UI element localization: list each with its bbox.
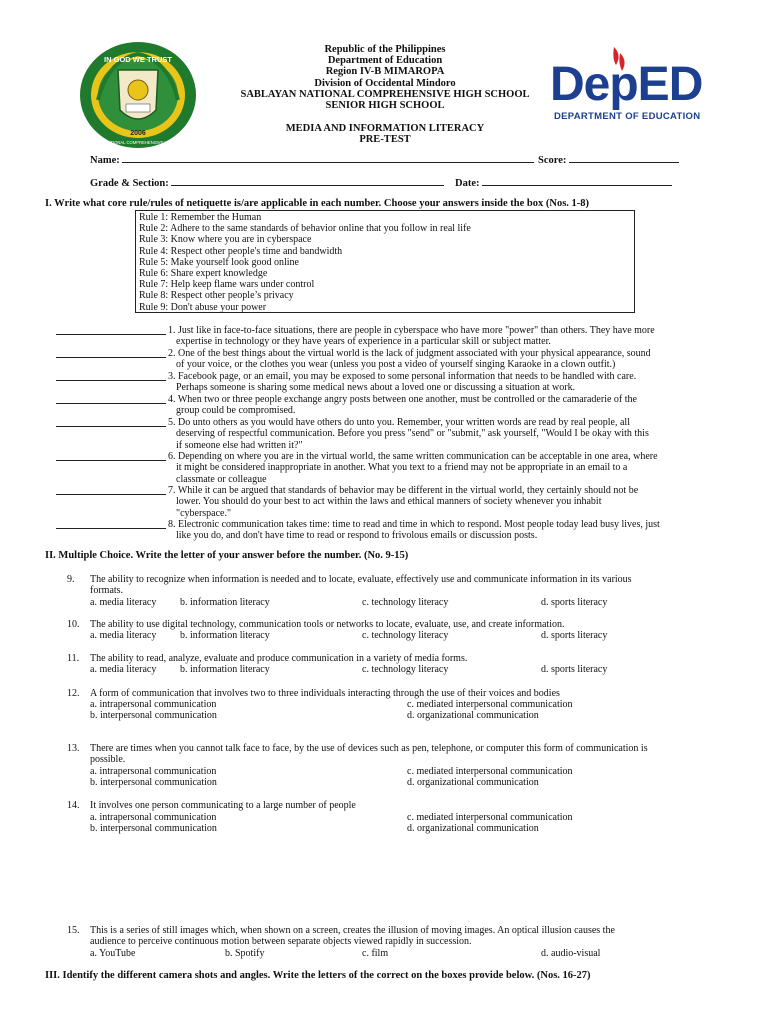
header-line: Department of Education <box>327 55 443 67</box>
option-d[interactable]: d. sports literacy <box>541 597 608 608</box>
netiquette-rules-box <box>135 210 635 313</box>
rule-item: Rule 1: Remember the Human <box>139 212 262 223</box>
date-label: Date: <box>455 178 480 189</box>
option-c[interactable]: c. technology literacy <box>362 664 449 675</box>
section3-instruction: III. Identify the different camera shots and angles. Write the letters of the correct on the boxes provide below. (Nos. 16-27) <box>45 970 591 981</box>
option-a[interactable]: a. media literacy <box>90 630 157 641</box>
answer-blank[interactable] <box>56 325 166 335</box>
option-a[interactable]: a. intrapersonal communication <box>90 699 217 710</box>
option-c[interactable]: c. mediated interpersonal communication <box>407 699 573 710</box>
answer-blank[interactable] <box>56 485 166 495</box>
subject-title: MEDIA AND INFORMATION LITERACY <box>285 123 485 135</box>
rule-item: Rule 9: Don't abuse your power <box>139 301 267 313</box>
rule-item: Rule 2: Adhere to the same standards of behavior online that you follow in real life <box>139 223 471 235</box>
answer-blank[interactable] <box>56 451 166 461</box>
option-c[interactable]: c. technology literacy <box>362 597 449 608</box>
deped-logo <box>550 45 720 125</box>
seal-ring-text: SABLAYAN NATIONAL COMPREHENSIVE HIGH SCHOOL <box>82 140 194 145</box>
score-label: Score: <box>538 155 567 166</box>
section1-instruction: I. Write what core rule/rules of netiquette is/are applicable in each number. Choose your answers inside the box (Nos. 1-8) <box>45 198 590 209</box>
option-a[interactable]: a. intrapersonal communication <box>90 766 217 777</box>
name-field <box>90 153 534 166</box>
section2-instruction: II. Multiple Choice. Write the letter of your answer before the number. (No. 9-15) <box>45 550 409 561</box>
question-12: 12. A form of communication that involves two to three individuals interacting through the use of their voices and bodies a. intrapersonal communication c. mediated interpersonal communication b. interpersonal communication d. organizational communication <box>67 688 573 721</box>
answer-blank[interactable] <box>56 519 166 529</box>
answer-blank[interactable] <box>56 394 166 404</box>
rule-item: Rule 5: Make yourself look good online <box>139 256 299 268</box>
header-line: Division of Occidental Mindoro <box>314 77 456 89</box>
option-c[interactable]: c. technology literacy <box>362 630 449 641</box>
score-field <box>538 153 679 166</box>
option-a[interactable]: a. media literacy <box>90 664 157 675</box>
deped-wordmark <box>550 58 703 111</box>
date-blank[interactable] <box>482 176 672 186</box>
option-d[interactable]: d. sports literacy <box>541 630 608 641</box>
seal-motto: IN GOD WE TRUST <box>104 55 172 64</box>
grade-field <box>90 176 444 189</box>
option-c[interactable]: c. mediated interpersonal communication <box>407 812 573 823</box>
option-b[interactable]: b. interpersonal communication <box>90 823 217 834</box>
option-d[interactable]: d. sports literacy <box>541 664 608 675</box>
name-label: Name: <box>90 155 120 166</box>
deped-word: DepED <box>550 58 703 111</box>
option-a[interactable]: a. YouTube <box>90 948 136 959</box>
school-seal-logo <box>78 40 198 150</box>
date-field <box>455 176 672 189</box>
header-line: SABLAYAN NATIONAL COMPREHENSIVE HIGH SCHOOL <box>240 88 530 100</box>
grade-blank[interactable] <box>171 176 444 186</box>
option-b[interactable]: b. interpersonal communication <box>90 710 217 721</box>
answer-blank[interactable] <box>56 417 166 427</box>
option-b[interactable]: b. Spotify <box>225 948 265 959</box>
answer-blank[interactable] <box>56 371 166 381</box>
option-b[interactable]: b. interpersonal communication <box>90 777 217 788</box>
option-d[interactable]: d. organizational communication <box>407 777 539 788</box>
question-9: 9. The ability to recognize when information is needed and to locate, evaluate, effectively use and communicate information in its various formats. a. media literacy b. information literacy c. technology literacy d. sports literacy <box>67 574 632 608</box>
option-a[interactable]: a. media literacy <box>90 597 157 608</box>
option-d[interactable]: d. organizational communication <box>407 823 539 834</box>
option-c[interactable]: c. mediated interpersonal communication <box>407 766 573 777</box>
seal-year: 2006 <box>130 130 146 137</box>
score-blank[interactable] <box>569 153 679 163</box>
rule-item: Rule 4: Respect other people's time and bandwidth <box>139 245 343 257</box>
option-a[interactable]: a. intrapersonal communication <box>90 812 217 823</box>
header-line: Republic of the Philippines <box>324 44 446 55</box>
name-blank[interactable] <box>122 153 534 163</box>
option-c[interactable]: c. film <box>362 948 389 959</box>
question-10: 10. The ability to use digital technology, communication tools or networks to locate, evaluate, use, and create information. a. media literacy b. information literacy c. technology literacy d. sports literacy <box>67 619 608 641</box>
test-title: PRE-TEST <box>359 134 411 146</box>
option-b[interactable]: b. information literacy <box>180 664 270 675</box>
deped-subtitle: DEPARTMENT OF EDUCATION <box>554 111 701 122</box>
option-d[interactable]: d. organizational communication <box>407 710 539 721</box>
option-b[interactable]: b. information literacy <box>180 630 270 641</box>
header-line: SENIOR HIGH SCHOOL <box>325 100 445 112</box>
answer-blank[interactable] <box>56 348 166 358</box>
rule-item: Rule 3: Know where you are in cyberspace <box>139 234 312 246</box>
question-14: 14. It involves one person communicating to a large number of people a. intrapersonal communication c. mediated interpersonal communication b. interpersonal communication d. organizational communication <box>67 800 573 834</box>
rule-item: Rule 7: Help keep flame wars under control <box>139 279 315 291</box>
header-line: Region IV-B MIMAROPA <box>325 66 445 78</box>
question-15: 15. This is a series of still images which, when shown on a screen, creates the illusion of moving images. An optical illusion causes the audience to perceive continuous motion between separate objects viewed rapidly in succession. a. YouTube b. Spotify c. film d. audio-visual <box>67 925 615 959</box>
rule-item: Rule 6: Share expert knowledge <box>139 268 268 280</box>
option-b[interactable]: b. information literacy <box>180 597 270 608</box>
grade-label: Grade & Section: <box>90 178 169 189</box>
question-11: 11. The ability to read, analyze, evaluate and produce communication in a variety of media forms. a. media literacy b. information literacy c. technology literacy d. sports literacy <box>67 653 608 675</box>
question-13: 13. There are times when you cannot talk face to face, by the use of devices such as pen, telephone, or computer this form of communication is possible. a. intrapersonal communication c. mediated interpersonal communication b. interpersonal communication d. organizational communication <box>67 743 648 788</box>
rule-item: Rule 8: Respect other people’s privacy <box>139 290 294 302</box>
option-d[interactable]: d. audio-visual <box>541 948 601 959</box>
school-header <box>220 44 550 146</box>
